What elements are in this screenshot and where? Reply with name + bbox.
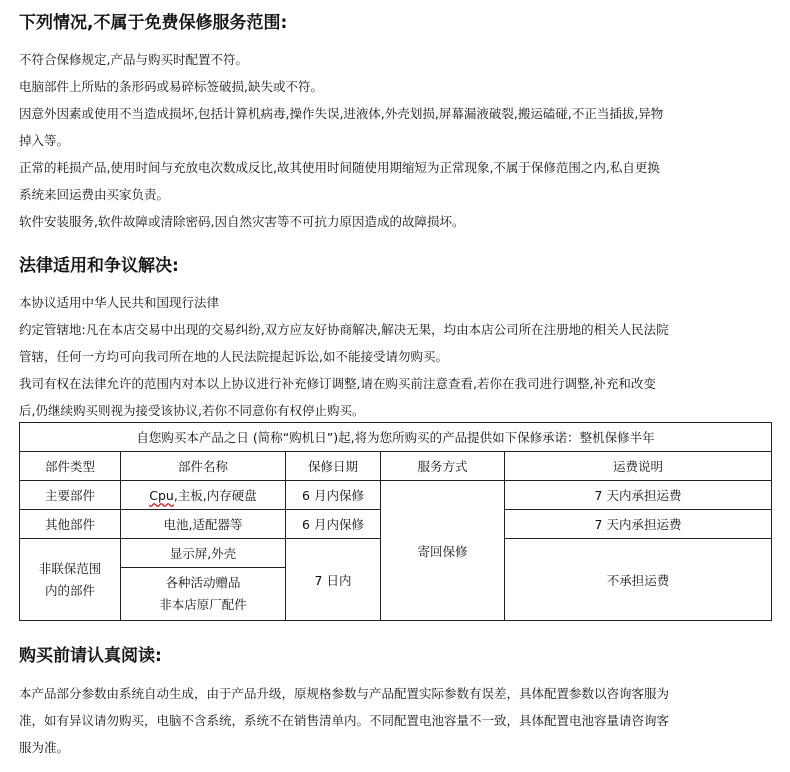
column-header: 部件名称 — [121, 452, 286, 481]
law-line: 我司有权在法律允许的范围内对本以上协议进行补充修订调整,请在购买前注意查看,若你在我司进行调整,补充和改变 — [19, 376, 656, 391]
part-name-rest: ,主板,内存硬盘 — [173, 488, 257, 503]
part-name-cell — [121, 568, 286, 621]
warranty-table — [19, 422, 772, 621]
law-line: 本协议适用中华人民共和国现行法律 — [19, 295, 220, 310]
law-line: 管辖，任何一方均可向我司所在地的人民法院提起诉讼,如不能接受请勿购买。 — [19, 349, 448, 364]
part-name-line: 非本店原厂配件 — [159, 597, 247, 612]
warranty-table-header: 自您购买本产品之日 (简称“购机日”)起,将为您所购买的产品提供如下保修承诺：整机保修半年 — [20, 423, 772, 452]
part-name-cell — [121, 481, 286, 510]
period-cell: 6 月内保修 — [286, 510, 381, 539]
column-header: 部件类型 — [20, 452, 121, 481]
part-name-line: 各种活动赠品 — [165, 575, 241, 590]
exclusion-line: 不符合保修规定,产品与购买时配置不符。 — [19, 52, 248, 67]
freight-cell: 7 天内承担运费 — [505, 510, 772, 539]
table-header-row — [20, 452, 772, 481]
notice-line: 本产品部分参数由系统自动生成，由于产品升级，原规格参数与产品配置实际参数有误差，具体配置参数以咨询客服为 — [19, 686, 670, 701]
part-name-cell: 电池,适配器等 — [121, 510, 286, 539]
part-name-cell: 显示屏,外壳 — [121, 539, 286, 568]
notice-line: 准，如有异议请勿购买，电脑不含系统，系统不在销售清单内。不同配置电池容量不一致，具体配置电池容量请咨询客 — [19, 713, 670, 728]
section-title-exclusions: 下列情况,不属于免费保修服务范围: — [19, 13, 288, 33]
freight-cell: 不承担运费 — [505, 539, 772, 621]
period-cell: 6 月内保修 — [286, 481, 381, 510]
exclusion-line: 因意外因素或使用不当造成损坏,包括计算机病毒,操作失误,进液体,外壳划损,屏幕漏液破裂,搬运磕碰,不正当插拔,异物 — [19, 106, 664, 121]
table-row — [20, 481, 772, 510]
column-header: 运费说明 — [505, 452, 772, 481]
part-type-cell — [20, 539, 121, 621]
exclusion-line: 掉入等。 — [19, 133, 70, 148]
part-type-line: 内的部件 — [44, 582, 95, 598]
part-type-cell: 主要部件 — [20, 481, 121, 510]
part-type-line: 非联保范围 — [38, 560, 102, 576]
service-method-cell: 寄回保修 — [381, 481, 505, 621]
exclusion-line: 正常的耗损产品,使用时间与充放电次数成反比,故其使用时间随使用期缩短为正常现象,不属于保修范围之内,私自更换 — [19, 160, 660, 175]
section-title-read: 购买前请认真阅读: — [19, 646, 162, 666]
part-type-cell: 其他部件 — [20, 510, 121, 539]
freight-cell: 7 天内承担运费 — [505, 481, 772, 510]
law-line: 后,仍继续购买则视为接受该协议,若你不同意你有权停止购买。 — [19, 403, 365, 418]
exclusion-line: 电脑部件上所贴的条形码或易碎标签破损,缺失或不符。 — [19, 79, 323, 94]
notice-line: 服为准。 — [19, 740, 70, 755]
column-header: 服务方式 — [381, 452, 505, 481]
exclusion-line: 软件安装服务,软件故障或清除密码,因自然灾害等不可抗力原因造成的故障损坏。 — [19, 214, 465, 229]
law-line: 约定管辖地:凡在本店交易中出现的交易纠纷,双方应友好协商解决,解决无果，均由本店公司所在注册地的相关人民法院 — [19, 322, 669, 337]
part-name-cpu: Cpu — [149, 488, 174, 503]
column-header: 保修日期 — [286, 452, 381, 481]
period-cell: 7 日内 — [286, 539, 381, 621]
section-title-law: 法律适用和争议解决: — [19, 256, 179, 276]
exclusion-line: 系统来回运费由买家负责。 — [19, 187, 170, 202]
